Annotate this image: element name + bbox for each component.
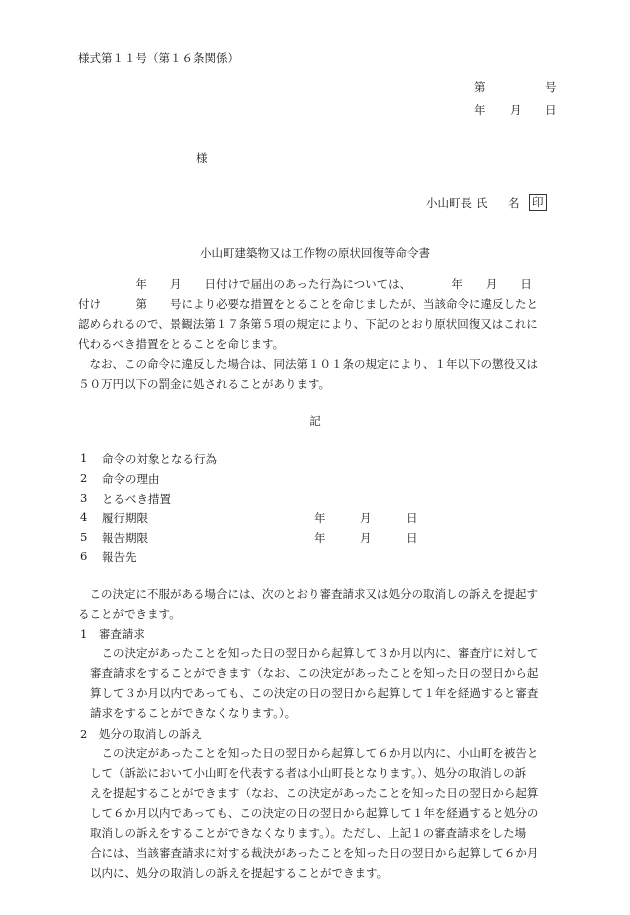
item-number: 1 bbox=[80, 451, 88, 465]
body-line: 認められるので、景観法第１７条第５項の規定により、下記のとおり原状回復又はこれに bbox=[78, 317, 538, 331]
appeal-intro bbox=[78, 584, 558, 624]
item-date: 年 月 日 bbox=[314, 511, 418, 525]
date-month: 月 bbox=[510, 103, 522, 117]
item-label: 履行期限 bbox=[102, 511, 148, 525]
sender-shi: 氏 bbox=[476, 196, 488, 210]
sender-mei: 名 bbox=[508, 196, 520, 210]
item-label: 報告先 bbox=[102, 550, 137, 564]
item-number: 4 bbox=[80, 510, 88, 524]
appeal-2-line: 以内に、処分の取消しの訴えを提起することができます。 bbox=[90, 866, 389, 880]
item-number: 2 bbox=[80, 471, 88, 485]
seal-box: 印 bbox=[529, 194, 547, 211]
appeal-1-line: 算して３か月以内であっても、この決定の日の翌日から起算して１年を経過すると審査 bbox=[90, 686, 539, 700]
sender-title: 小山町長 bbox=[426, 196, 472, 210]
date-year: 年 bbox=[474, 103, 486, 117]
item-number: 6 bbox=[80, 549, 88, 563]
body-line: 年 月 日付けで届出のあった行為については、 年 月 日 bbox=[78, 277, 532, 291]
ki-heading: 記 bbox=[309, 414, 321, 428]
appeal-1-line: 請求をすることができなくなります。）。 bbox=[90, 706, 297, 720]
appeal-2-line: して６か月以内であっても、この決定の日の翌日から起算して１年を経過すると処分の bbox=[90, 806, 539, 820]
item-label: 命令の理由 bbox=[102, 472, 160, 486]
document-title: 小山町建築物又は工作物の原状回復等命令書 bbox=[200, 246, 430, 260]
body-line: 代わるべき措置をとることを命じます。 bbox=[78, 337, 285, 351]
appeal-1-line: 審査請求をすることができます（なお、この決定があったことを知った日の翌日から起 bbox=[90, 666, 539, 680]
appeal-1-line: この決定があったことを知った日の翌日から起算して３か月以内に、審査庁に対して bbox=[90, 646, 539, 660]
item-label: 報告期限 bbox=[102, 531, 148, 545]
appeal-2-heading: 2 処分の取消しの訴え bbox=[80, 727, 203, 741]
item-date: 年 月 日 bbox=[314, 531, 418, 545]
body-line: 付け 第 号により必要な措置をとることを命じましたが、当該命令に違反したと bbox=[78, 297, 538, 311]
item-number: 3 bbox=[80, 491, 88, 505]
appeal-1-heading: 1 審査請求 bbox=[80, 627, 145, 641]
appeal-2-line: この決定があったことを知った日の翌日から起算して６か月以内に、小山町を被告と bbox=[90, 746, 539, 760]
appeal-2-body bbox=[90, 743, 560, 883]
appeal-2-line: えを提起することができます（なお、この決定があったことを知った日の翌日から起算 bbox=[90, 786, 539, 800]
body-line: なお、この命令に違反した場合は、同法第１０１条の規定により、１年以下の懲役又は bbox=[78, 357, 538, 371]
item-label: 命令の対象となる行為 bbox=[102, 452, 217, 466]
body-line: ５０万円以下の罰金に処されることがあります。 bbox=[78, 377, 331, 391]
appeal-1-body bbox=[90, 643, 560, 723]
seal-mark bbox=[529, 194, 547, 211]
appeal-2-line: して（訴訟において小山町を代表する者は小山町長となります。）、処分の取消しの訴 bbox=[90, 766, 527, 780]
body-paragraph bbox=[78, 274, 558, 394]
date-day: 日 bbox=[545, 103, 557, 117]
form-number: 様式第１１号（第１６条関係） bbox=[78, 51, 239, 65]
appeal-2-line: 取消しの訴えをすることができなくなります。）。ただし、上記１の審査請求をした場 bbox=[90, 826, 527, 840]
item-number: 5 bbox=[80, 530, 88, 544]
addressee-suffix: 様 bbox=[196, 151, 208, 165]
appeal-2-line: 合には、当該審査請求に対する裁決があったことを知った日の翌日から起算して６か月 bbox=[90, 846, 539, 860]
appeal-intro-line: この決定に不服がある場合には、次のとおり審査請求又は処分の取消しの訴えを提起す bbox=[78, 587, 538, 601]
appeal-intro-line: ることができます。 bbox=[78, 607, 181, 621]
item-label: とるべき措置 bbox=[102, 492, 171, 506]
document-number-suffix: 号 bbox=[545, 80, 557, 94]
document-number-prefix: 第 bbox=[474, 80, 486, 94]
